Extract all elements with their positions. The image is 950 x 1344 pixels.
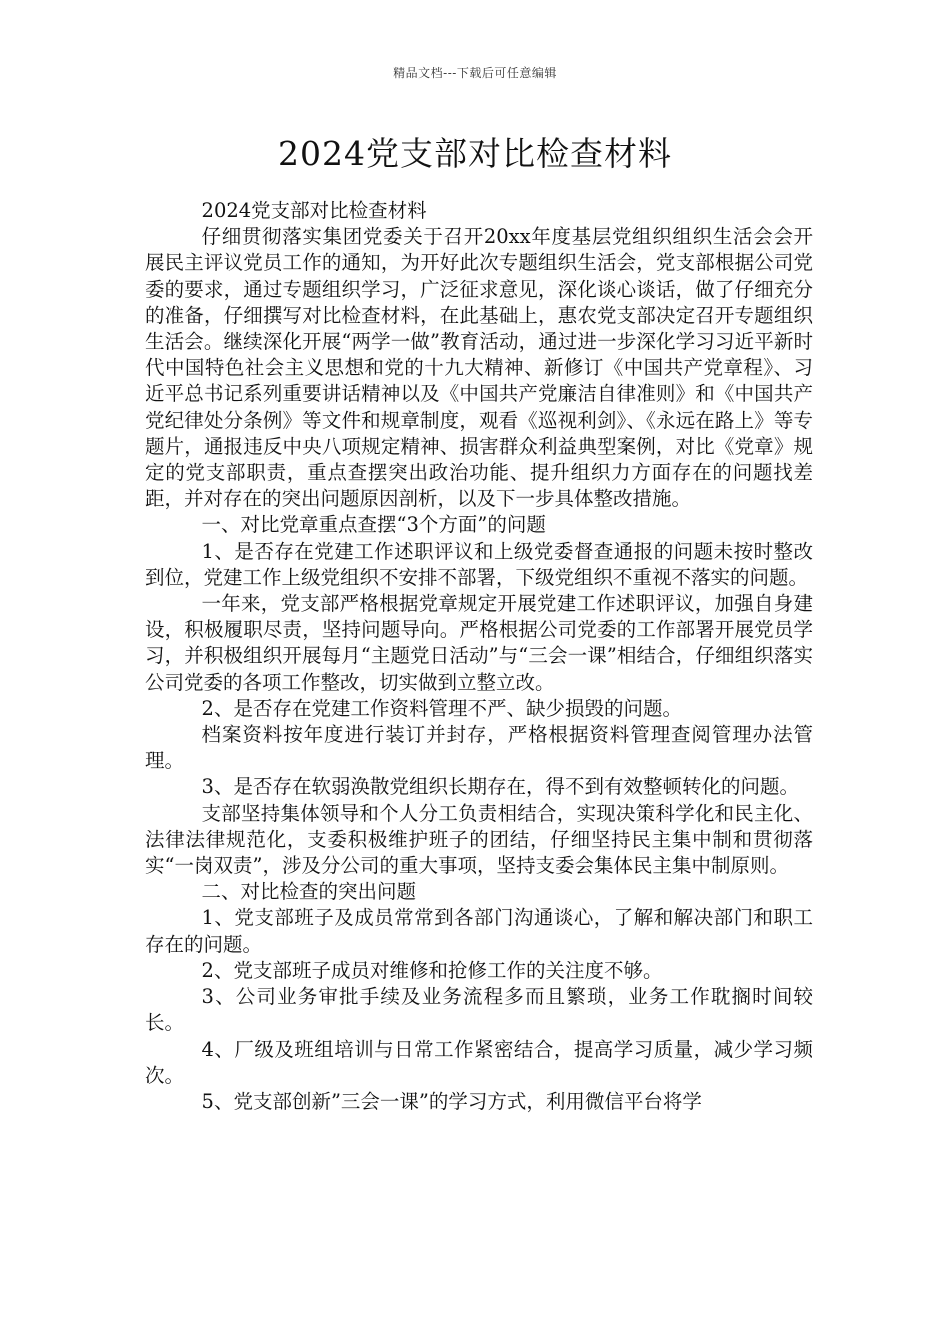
document-body xyxy=(145,198,813,1115)
paragraph: 2、党支部班子成员对维修和抢修工作的关注度不够。 xyxy=(201,958,663,982)
paragraph: 3、是否存在软弱涣散党组织长期存在，得不到有效整顿转化的问题。 xyxy=(201,775,799,799)
paragraph: 1、是否存在党建工作述职评议和上级党委督查通报的问题未按时整改到位，党建工作上级党组织不安排不部署，下级党组织不重视不落实的问题。 xyxy=(145,539,813,589)
section-heading: 二、对比检查的突出问题 xyxy=(201,880,417,904)
paragraph: 支部坚持集体领导和个人分工负责相结合，实现决策科学化和民主化、法律法律规范化，支委积极维护班子的团结，仔细坚持民主集中制和贯彻落实“一岗双责”，涉及分公司的重大事项，坚持支委会集体民主集中制原则。 xyxy=(145,801,813,878)
header-note: 精品文档---下载后可任意编辑 xyxy=(393,66,557,80)
paragraph: 3、公司业务审批手续及业务流程多而且繁琐，业务工作耽搁时间较长。 xyxy=(145,985,813,1035)
section-heading: 一、对比党章重点查摆“3个方面”的问题 xyxy=(201,513,546,537)
paragraph: 2、是否存在党建工作资料管理不严、缺少损毁的问题。 xyxy=(201,696,682,720)
paragraph: 5、党支部创新”三会一课”的学习方式，利用微信平台将学 xyxy=(201,1089,702,1113)
paragraph: 一年来，党支部严格根据党章规定开展党建工作述职评议，加强自身建设，积极履职尽责，坚持问题导向。严格根据公司党委的工作部署开展党员学习，并积极组织开展每月“主题党日活动”与“三会一课”相结合，仔细组织落实公司党委的各项工作整改，切实做到立整立改。 xyxy=(145,592,813,694)
paragraph: 2024党支部对比检查材料 xyxy=(201,199,427,222)
paragraph: 1、党支部班子及成员常常到各部门沟通谈心，了解和解决部门和职工存在的问题。 xyxy=(145,906,813,956)
paragraph: 4、厂级及班组培训与日常工作紧密结合，提高学习质量，减少学习频次。 xyxy=(145,1037,813,1087)
paragraph: 档案资料按年度进行装订并封存，严格根据资料管理查阅管理办法管理。 xyxy=(145,723,813,773)
document-title: 2024党支部对比检查材料 xyxy=(278,134,672,173)
paragraph: 仔细贯彻落实集团党委关于召开20xx年度基层党组织组织生活会会开展民主评议党员工作的通知，为开好此次专题组织生活会，党支部根据公司党委的要求，通过专题组织学习，广泛征求意见，深化谈心谈话，做了仔细充分的准备，仔细撰写对比检查材料，在此基础上，惠农党支部决定召开专题组织生活会。继续深化开展“两学一做”教育活动，通过进一步深化学习习近平新时代中国特色社会主义思想和党的十九大精神、新修订《中国共产党章程》、习近平总书记系列重要讲话精神以及《中国共产党廉洁自律准则》和《中国共产党纪律处分条例》等文件和规章制度，观看《巡视利剑》、《永远在路上》等专题片，通报违反中央八项规定精神、损害群众利益典型案例，对比《党章》规定的党支部职责，重点查摆突出政治功能、提升组织力方面存在的问题找差距，并对存在的突出问题原因剖析，以及下一步具体整改措施。 xyxy=(145,225,813,511)
